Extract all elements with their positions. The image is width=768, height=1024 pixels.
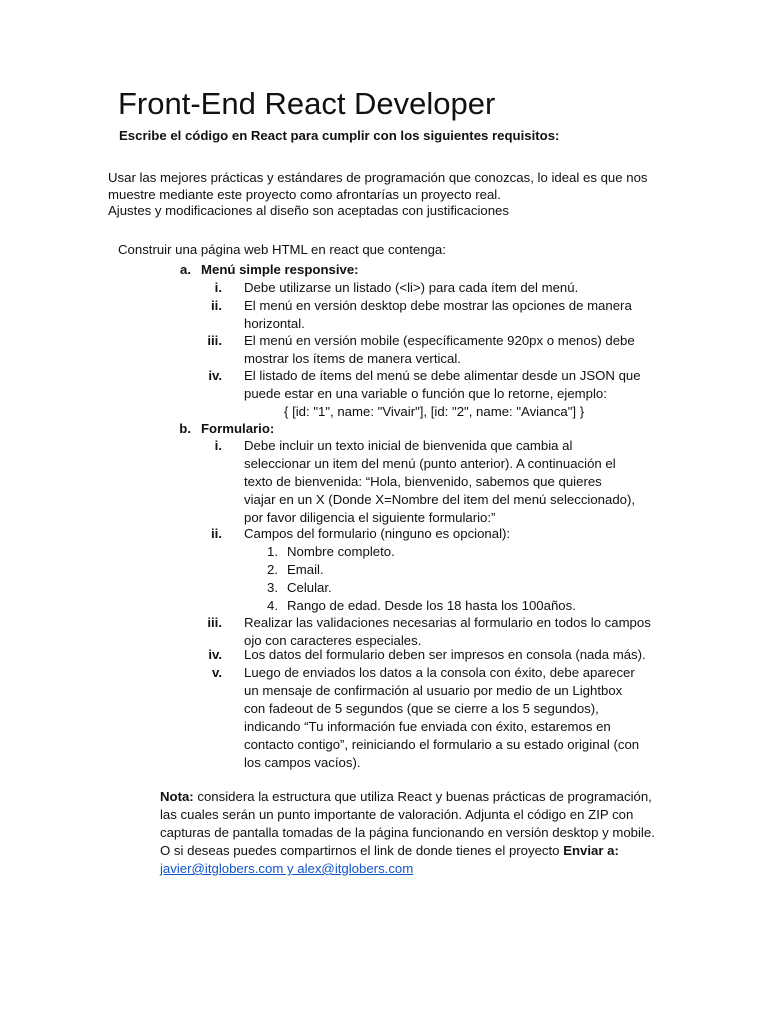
list-text: Nombre completo.: [287, 544, 395, 559]
list-text: Campos del formulario (ninguno es opcional):: [244, 526, 511, 541]
note-paragraph: [160, 788, 660, 878]
list-marker: ii.: [211, 526, 222, 541]
list-marker: ii.: [211, 298, 222, 313]
build-instruction: Construir una página web HTML en react que contenga:: [118, 242, 446, 257]
list-marker: iii.: [207, 333, 222, 348]
list-marker: 1.: [267, 544, 278, 559]
list-marker: v.: [211, 665, 222, 680]
list-marker: iv.: [208, 368, 222, 383]
section-a-label: Menú simple responsive:: [201, 262, 359, 277]
list-marker: iv.: [208, 647, 222, 662]
list-text: Email.: [287, 562, 324, 577]
note-text: considera la estructura que utiliza React y buenas prácticas de programación, las cuales serán un punto importante de valoración. Adjunta el código en ZIP con capturas de pantalla tomadas de la página funcionando en versión desktop y mobile. O si deseas puedes compartirnos el link de donde tienes el proyecto: [160, 789, 655, 858]
list-text: Luego de enviados los datos a la consola con éxito, debe aparecer un mensaje de confirmación al usuario por medio de un Lightbox con fadeout de 5 segundos (que se cierre a los 5 segundos), indicando “Tu información fue enviada con éxito, estaremos en contacto contigo”, reiniciando el formulario a su estado original (con los campos vacíos).: [244, 665, 640, 770]
list-text: El menú en versión mobile (específicamente 920px o menos) debe mostrar los ítems de manera vertical.: [244, 333, 635, 366]
list-marker: iii.: [207, 615, 222, 630]
list-marker: i.: [214, 438, 222, 453]
list-text: Debe incluir un texto inicial de bienvenida que cambia al seleccionar un item del menú (punto anterior). A continuación el texto de bienvenida: “Hola, bienvenido, sabemos que quieres viajar en un X (Donde X=Nombre del item del menú seleccionado), por favor diligencia el siguiente formulario:”: [244, 438, 636, 525]
section-b-marker: b.: [179, 421, 191, 436]
section-b-label: Formulario:: [201, 421, 275, 436]
intro-line: Ajustes y modificaciones al diseño son aceptadas con justificaciones: [108, 203, 509, 218]
document-title: Front-End React Developer: [118, 86, 496, 121]
json-example: { [id: "1", name: "Vivair"], [id: "2", name: "Avianca"] }: [284, 404, 585, 419]
intro-line: muestre mediante este proyecto como afrontarías un proyecto real.: [108, 186, 501, 202]
list-text: El menú en versión desktop debe mostrar las opciones de manera horizontal.: [244, 298, 632, 331]
intro-line: Usar las mejores prácticas y estándares de programación que conozcas, lo ideal es que nos: [108, 170, 648, 185]
note-label: Nota:: [160, 789, 194, 804]
list-text: Realizar las validaciones necesarias al formulario en todos lo campos ojo con caracteres especiales.: [244, 615, 651, 648]
list-text-block: [244, 367, 644, 421]
list-text: Rango de edad. Desde los 18 hasta los 100años.: [287, 598, 576, 613]
list-text: Los datos del formulario deben ser impresos en consola (nada más).: [244, 647, 646, 662]
document-subtitle: Escribe el código en React para cumplir con los siguientes requisitos:: [119, 128, 560, 143]
section-a-marker: a.: [180, 262, 191, 277]
intro-paragraph: [108, 170, 708, 220]
list-marker: i.: [214, 280, 222, 295]
list-marker: 4.: [267, 598, 278, 613]
email-link[interactable]: javier@itglobers.com y alex@itglobers.com: [160, 861, 414, 876]
list-text: Celular.: [287, 580, 332, 595]
list-marker: 2.: [267, 562, 278, 577]
list-text: El listado de ítems del menú se debe alimentar desde un JSON que puede estar en una variable o función que lo retorne, ejemplo:: [244, 368, 641, 401]
send-label: Enviar a:: [563, 843, 619, 858]
list-marker: 3.: [267, 580, 278, 595]
list-text: Debe utilizarse un listado (<li>) para cada ítem del menú.: [244, 280, 579, 295]
